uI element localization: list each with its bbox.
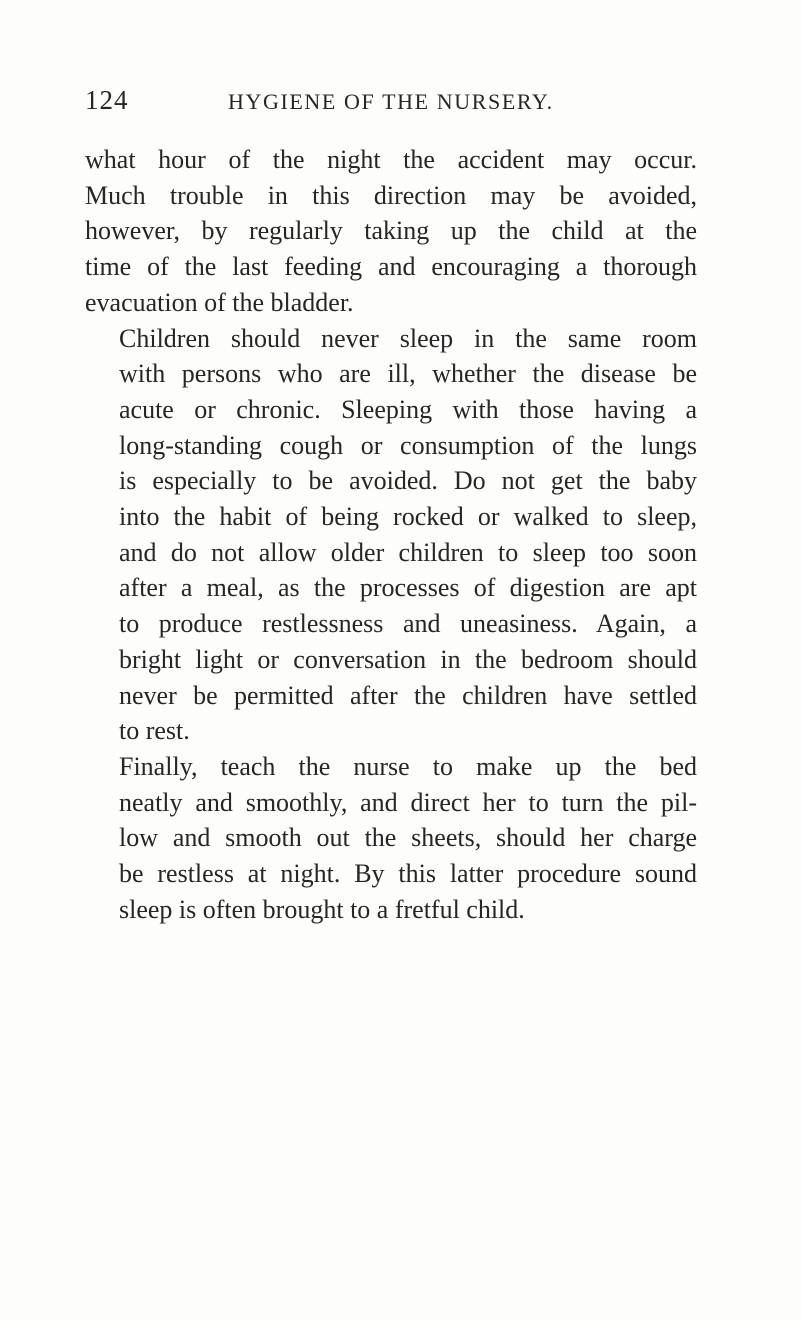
running-title: HYGIENE OF THE NURSERY. bbox=[228, 89, 554, 114]
paragraph bbox=[85, 749, 697, 928]
text-line: long-standing cough or consumption of the lungs bbox=[119, 430, 697, 460]
text-line: into the habit of being rocked or walked to sleep, bbox=[119, 502, 697, 532]
text-line: neatly and smoothly, and direct her to turn the pil- bbox=[119, 787, 697, 817]
paragraph bbox=[85, 321, 697, 749]
text-line: and do not allow older children to sleep too soon bbox=[119, 537, 697, 567]
text-line: Much trouble in this direction may be avoided, bbox=[85, 180, 697, 210]
text-line: to produce restlessness and uneasiness. Again, a bbox=[119, 609, 697, 639]
text-line: with persons who are ill, whether the disease be bbox=[119, 359, 697, 389]
body-text bbox=[85, 142, 697, 927]
text-line: be restless at night. By this latter procedure sound bbox=[119, 859, 697, 889]
text-line: evacuation of the bladder. bbox=[85, 287, 354, 317]
running-head bbox=[85, 83, 697, 123]
text-line: acute or chronic. Sleeping with those having a bbox=[119, 394, 697, 424]
text-line: low and smooth out the sheets, should her charge bbox=[119, 823, 697, 853]
text-line: never be permitted after the children have settled bbox=[119, 680, 697, 710]
text-line: what hour of the night the accident may occur. bbox=[85, 145, 697, 174]
text-line: after a meal, as the processes of digestion are apt bbox=[119, 573, 697, 603]
text-line: to rest. bbox=[119, 716, 190, 746]
text-line: Finally, teach the nurse to make up the bed bbox=[119, 751, 697, 781]
page-number: 124 bbox=[85, 85, 129, 115]
text-line: is especially to be avoided. Do not get the baby bbox=[119, 466, 697, 496]
text-line: however, by regularly taking up the child at the bbox=[85, 216, 697, 246]
text-line: Children should never sleep in the same room bbox=[119, 323, 697, 353]
text-line: time of the last feeding and encouraging a thorough bbox=[85, 252, 697, 282]
text-line: sleep is often brought to a fretful child. bbox=[119, 894, 525, 924]
paragraph bbox=[85, 142, 697, 321]
text-line: bright light or conversation in the bedroom should bbox=[119, 644, 697, 674]
